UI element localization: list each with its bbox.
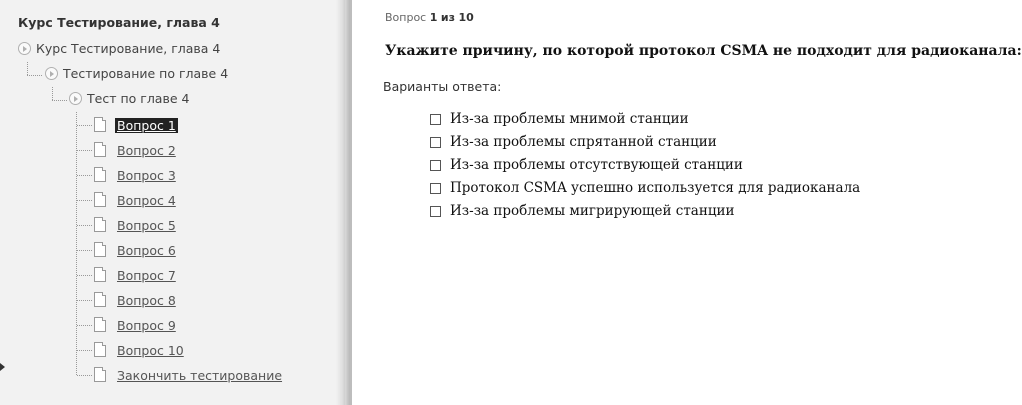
page-icon — [94, 167, 106, 182]
progress-of-word: из — [440, 11, 455, 24]
progress-prefix: Вопрос — [385, 11, 427, 24]
tree-connector — [77, 125, 92, 126]
tree-connector — [77, 225, 92, 226]
answer-option-label: Из-за проблемы спрятанной станции — [450, 134, 717, 150]
answer-option-label: Из-за проблемы мигрирующей станции — [450, 203, 735, 219]
answer-option[interactable] — [430, 134, 717, 150]
question-link-6[interactable]: Вопрос 6 — [117, 243, 176, 258]
tree-node-chapter[interactable] — [45, 66, 228, 81]
page-icon — [94, 367, 106, 382]
tree-connector — [77, 350, 92, 351]
finish-test-link[interactable]: Закончить тестирование — [117, 368, 283, 383]
content-divider — [350, 0, 352, 405]
answer-option-label: Из-за проблемы мнимой станции — [450, 111, 689, 127]
tree-node-test-label: Тест по главе 4 — [87, 91, 190, 106]
progress-current: 1 — [429, 11, 438, 24]
progress-total: 10 — [458, 11, 474, 24]
answer-checkbox[interactable] — [430, 183, 441, 194]
page-icon — [94, 292, 106, 307]
tree-node-chapter-label: Тестирование по главе 4 — [63, 66, 229, 81]
tree-connector-vertical — [76, 112, 77, 375]
question-link-8[interactable]: Вопрос 8 — [117, 293, 176, 308]
tree-connector — [77, 175, 92, 176]
page-icon — [94, 242, 106, 257]
answer-option-label: Протокол CSMA успешно используется для радиоканала — [450, 180, 861, 196]
question-link-3[interactable]: Вопрос 3 — [117, 168, 176, 183]
answer-checkbox[interactable] — [430, 160, 441, 171]
question-link-7[interactable]: Вопрос 7 — [117, 268, 176, 283]
tree-connector — [77, 300, 92, 301]
tree-connector — [27, 62, 28, 75]
tree-connector — [52, 100, 67, 101]
play-circle-icon — [69, 92, 82, 105]
page-icon — [94, 142, 106, 157]
page-icon — [94, 117, 106, 132]
answer-option[interactable] — [430, 180, 860, 196]
tree-node-course[interactable] — [18, 41, 220, 56]
question-text: Укажите причину, по которой протокол CSMA не подходит для радиоканала: — [385, 43, 1022, 59]
tree-connector — [77, 200, 92, 201]
question-link-4[interactable]: Вопрос 4 — [117, 193, 176, 208]
question-progress — [385, 11, 474, 24]
answer-option[interactable] — [430, 157, 743, 173]
answer-option[interactable] — [430, 203, 735, 219]
question-link-10[interactable]: Вопрос 10 — [117, 343, 184, 358]
play-circle-icon — [45, 67, 58, 80]
answer-checkbox[interactable] — [430, 114, 441, 125]
tree-connector — [77, 375, 92, 376]
collapse-arrow-icon[interactable] — [0, 363, 5, 371]
page-icon — [94, 267, 106, 282]
answers-label: Варианты ответа: — [383, 79, 502, 94]
answer-checkbox[interactable] — [430, 137, 441, 148]
tree-node-test[interactable] — [69, 91, 189, 106]
sidebar-shadow — [336, 0, 350, 405]
tree-node-course-label: Курс Тестирование, глава 4 — [36, 41, 221, 56]
tree-connector — [77, 275, 92, 276]
page-icon — [94, 192, 106, 207]
page-icon — [94, 342, 106, 357]
question-link-5[interactable]: Вопрос 5 — [117, 218, 176, 233]
page-icon — [94, 217, 106, 232]
tree-connector — [77, 325, 92, 326]
answer-option[interactable] — [430, 111, 689, 127]
answer-checkbox[interactable] — [430, 206, 441, 217]
question-link-9[interactable]: Вопрос 9 — [117, 318, 176, 333]
play-circle-icon — [18, 42, 31, 55]
tree-connector — [77, 250, 92, 251]
course-navigation-sidebar — [0, 0, 345, 405]
answer-option-label: Из-за проблемы отсутствующей станции — [450, 157, 743, 173]
question-link-2[interactable]: Вопрос 2 — [117, 143, 176, 158]
tree-connector — [27, 75, 42, 76]
page-icon — [94, 317, 106, 332]
tree-connector — [52, 87, 53, 100]
question-link-1[interactable]: Вопрос 1 — [117, 118, 176, 133]
tree-connector — [77, 150, 92, 151]
course-title: Курс Тестирование, глава 4 — [18, 15, 220, 30]
